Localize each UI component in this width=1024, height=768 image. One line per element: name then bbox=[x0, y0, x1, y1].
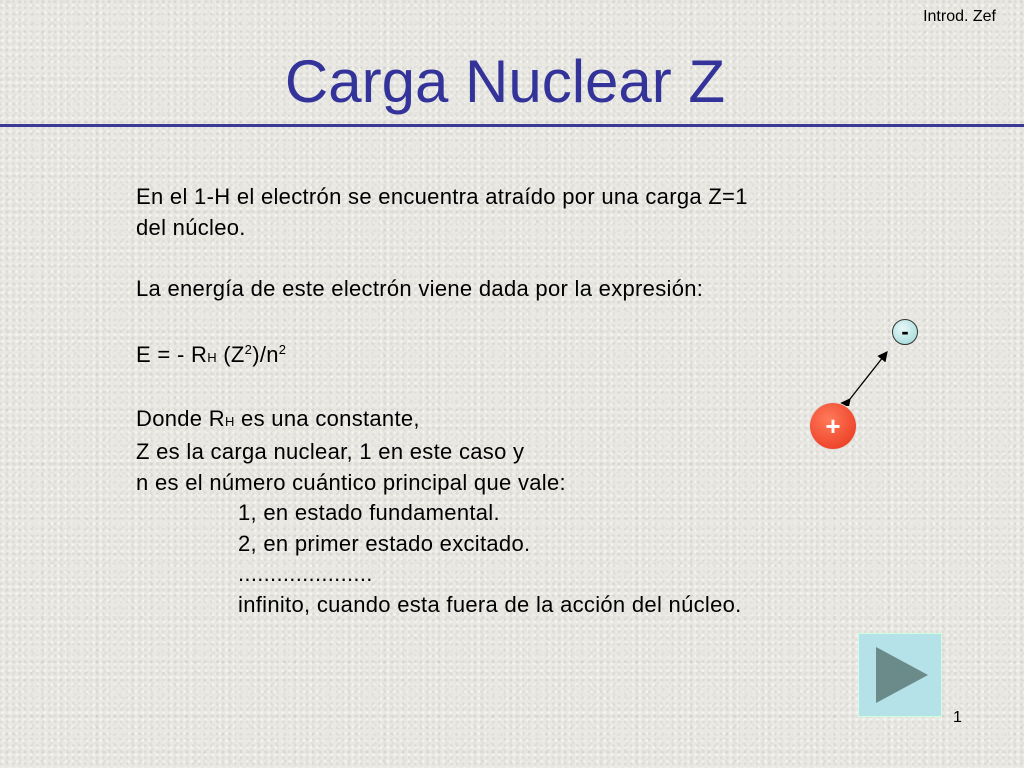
text-line: La energía de este electrón viene dada por la expresión: bbox=[136, 275, 704, 301]
text-line: En el 1-H el electrón se encuentra atraído por una carga Z=1 bbox=[136, 184, 748, 209]
slide-title: Carga Nuclear Z bbox=[284, 48, 726, 115]
list-item: infinito, cuando esta fuera de la acción del núcleo. bbox=[238, 591, 742, 617]
formula-superscript: 2 bbox=[244, 341, 253, 357]
donde-suffix: es una constante, bbox=[234, 405, 420, 431]
slide-body bbox=[136, 182, 748, 620]
text-line: Z es la carga nuclear, 1 en este caso y bbox=[136, 439, 525, 464]
formula-z: (Z bbox=[216, 341, 245, 367]
formula-superscript: 2 bbox=[278, 341, 287, 357]
formula-n: )/n bbox=[252, 341, 279, 367]
play-triangle-icon bbox=[868, 643, 932, 707]
list-item: 2, en primer estado excitado. bbox=[238, 530, 531, 556]
list-item: ..................... bbox=[238, 561, 373, 586]
nucleus-symbol: + bbox=[825, 411, 841, 441]
nucleus-circle bbox=[810, 403, 856, 449]
list-item: 1, en estado fundamental. bbox=[238, 500, 500, 525]
donde-prefix: Donde R bbox=[136, 405, 225, 431]
slide-number: 1 bbox=[953, 709, 962, 726]
donde-subscript: H bbox=[224, 413, 235, 429]
next-slide-button[interactable] bbox=[858, 633, 942, 717]
header-label: Introd. Zef bbox=[923, 8, 996, 25]
energy-formula bbox=[136, 335, 748, 374]
electron-symbol: - bbox=[901, 319, 909, 344]
formula-subscript: H bbox=[207, 349, 217, 365]
electron-circle bbox=[892, 319, 918, 345]
title-divider bbox=[0, 124, 1024, 127]
text-line: del núcleo. bbox=[136, 214, 246, 240]
formula-prefix: E = - R bbox=[136, 341, 208, 367]
double-arrow-icon bbox=[840, 344, 896, 406]
text-line: n es el número cuántico principal que vale: bbox=[136, 469, 566, 495]
text-line bbox=[136, 404, 748, 438]
